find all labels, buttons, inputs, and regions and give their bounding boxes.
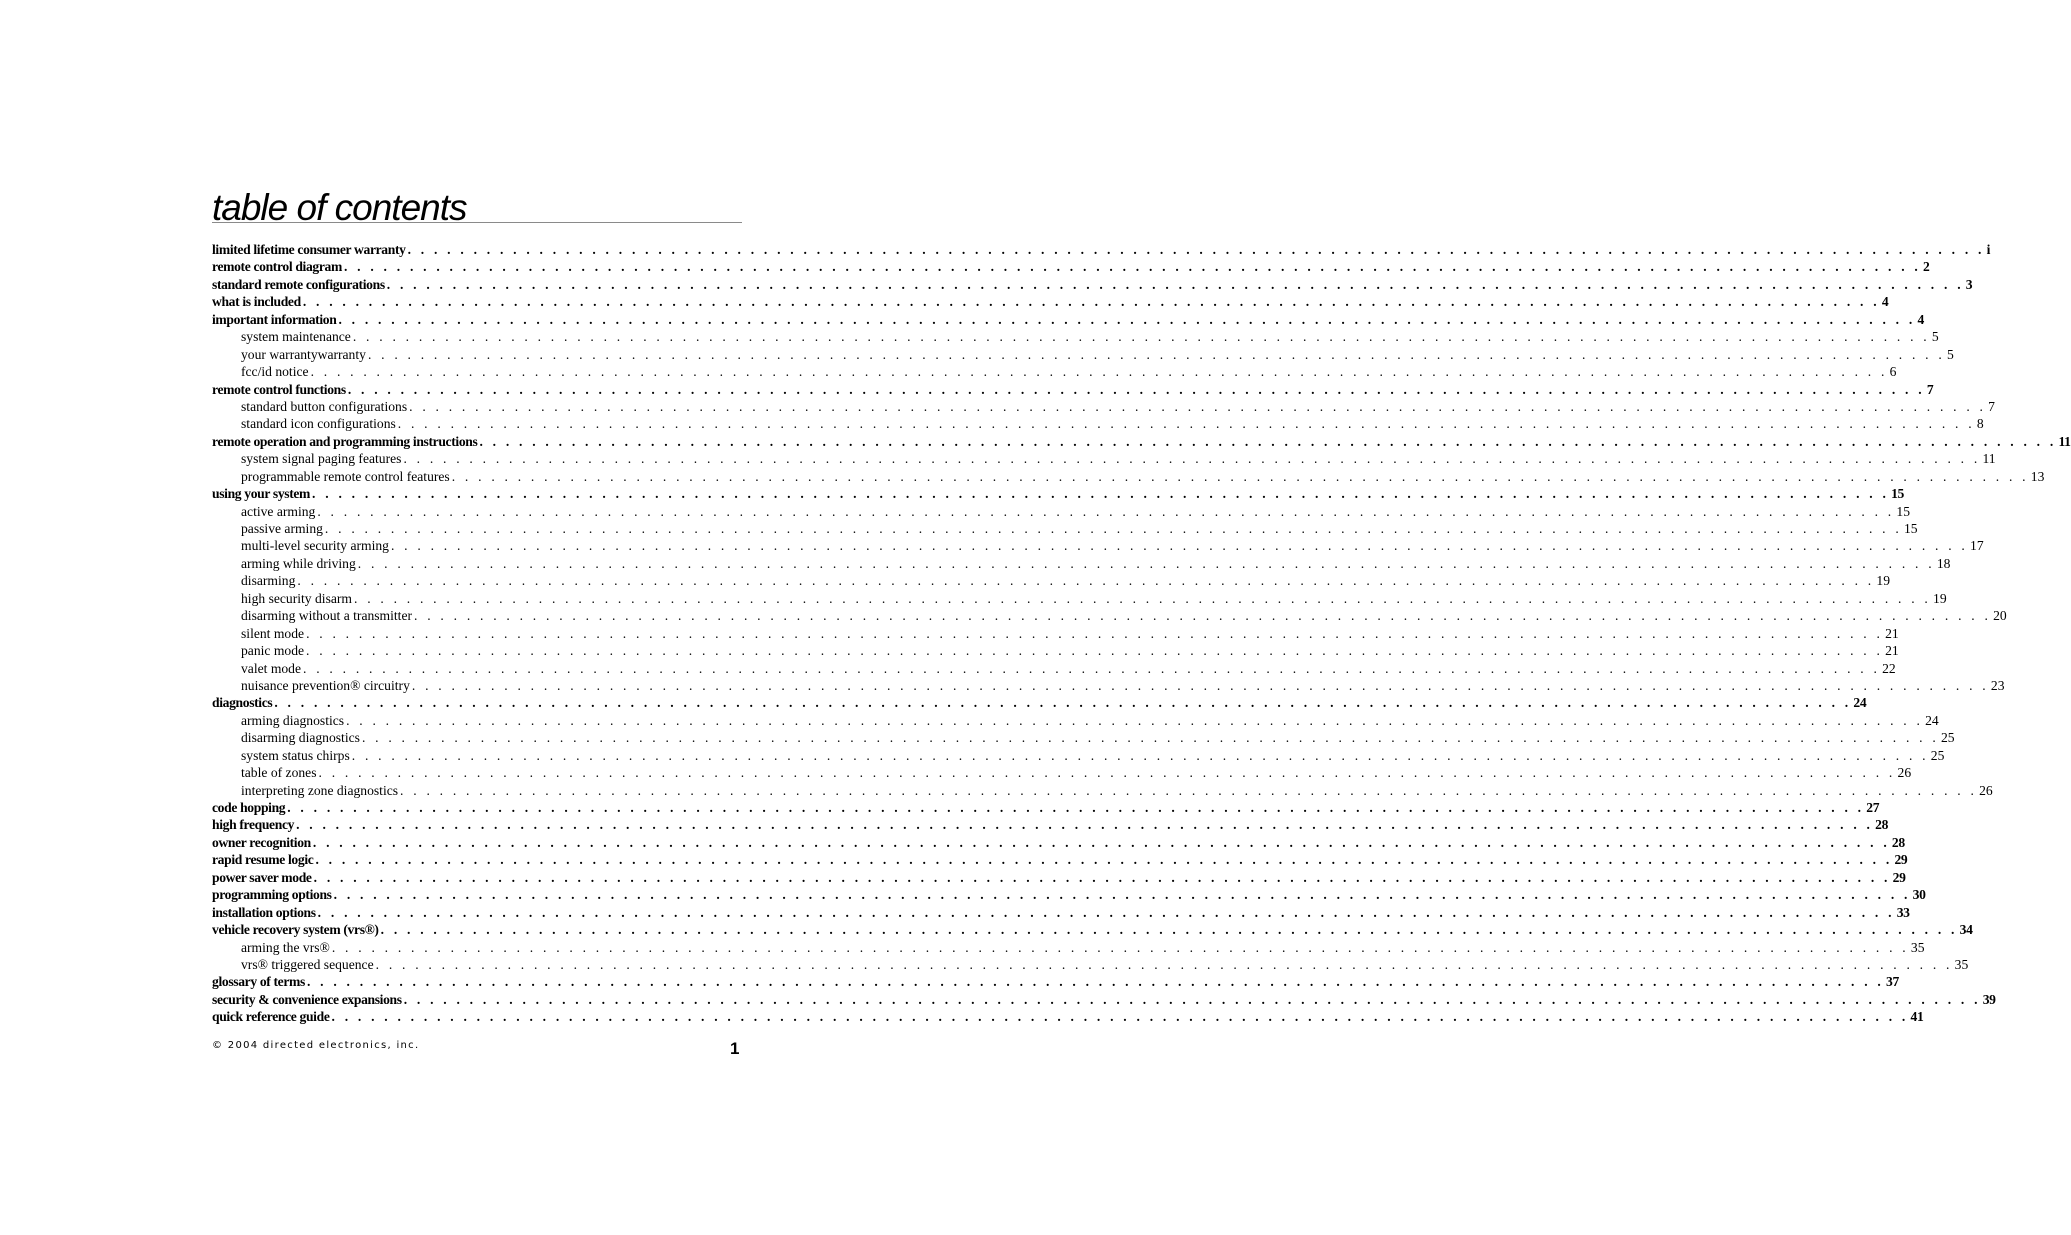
toc-section-entry xyxy=(212,886,1926,903)
toc-entry-page-number: 7 xyxy=(1926,381,1934,397)
toc-subsection-entry xyxy=(212,782,1993,799)
toc-entry-label: vehicle recovery system (vrs®) xyxy=(212,922,379,938)
toc-section-entry xyxy=(212,258,1930,275)
toc-entry-label: standard remote configurations xyxy=(212,276,385,292)
page-number: 1 xyxy=(730,1039,740,1058)
toc-dot-leader: . . . . . . . . . . . . . . . . . . . . . . . . . . . . . . . . . . . . . . . . . . . . . . . . . . . . . . . . . . . . . . . . . . . . . . . . . . . . . . . . . . . . . . . . . . . . . . . . . . . . . . . . . . . . . . . . . . . . . . . . xyxy=(303,660,1881,676)
toc-entry-page-number: 8 xyxy=(1976,416,1984,432)
toc-entry-page-number: 29 xyxy=(1892,869,1906,885)
toc-dot-leader: . . . . . . . . . . . . . . . . . . . . . . . . . . . . . . . . . . . . . . . . . . . . . . . . . . . . . . . . . . . . . . . . . . . . . . . . . . . . . . . . . . . . . . . . . . . . . . . . . . . . . . . . . . . . . . . . . . . . . . . . xyxy=(451,468,2029,484)
toc-dot-leader: . . . . . . . . . . . . . . . . . . . . . . . . . . . . . . . . . . . . . . . . . . . . . . . . . . . . . . . . . . . . . . . . . . . . . . . . . . . . . . . . . . . . . . . . . . . . . . . . . . . . . . . . . . . . . . . . . . . . . . . . xyxy=(479,433,2057,449)
toc-entry-label: quick reference guide xyxy=(212,1009,330,1025)
toc-entry-page-number: 11 xyxy=(2058,433,2071,449)
toc-entry-page-number: 6 xyxy=(1889,364,1897,380)
toc-entry-page-number: 21 xyxy=(1885,643,1899,659)
toc-section-entry xyxy=(212,834,1905,851)
toc-subsection-entry xyxy=(212,328,1939,345)
toc-dot-leader: . . . . . . . . . . . . . . . . . . . . . . . . . . . . . . . . . . . . . . . . . . . . . . . . . . . . . . . . . . . . . . . . . . . . . . . . . . . . . . . . . . . . . . . . . . . . . . . . . . . . . . . . . . . . . . . . . . . . . . . . xyxy=(403,991,1981,1007)
toc-entry-page-number: 23 xyxy=(1990,677,2005,693)
toc-section-entry xyxy=(212,311,1924,328)
toc-dot-leader: . . . . . . . . . . . . . . . . . . . . . . . . . . . . . . . . . . . . . . . . . . . . . . . . . . . . . . . . . . . . . . . . . . . . . . . . . . . . . . . . . . . . . . . . . . . . . . . . . . . . . . . . . . . . . . . . . . . . . . . . xyxy=(390,538,1969,554)
toc-section-entry xyxy=(212,381,1934,398)
toc-subsection-entry xyxy=(212,642,1899,659)
toc-dot-leader: . . . . . . . . . . . . . . . . . . . . . . . . . . . . . . . . . . . . . . . . . . . . . . . . . . . . . . . . . . . . . . . . . . . . . . . . . . . . . . . . . . . . . . . . . . . . . . . . . . . . . . . . . . . . . . . . . . . . . . . . xyxy=(407,242,1985,257)
toc-subsection-entry xyxy=(212,764,1912,781)
toc-entry-page-number: 7 xyxy=(1988,398,1995,414)
title-underline-rule xyxy=(212,222,742,223)
toc-dot-leader: . . . . . . . . . . . . . . . . . . . . . . . . . . . . . . . . . . . . . . . . . . . . . . . . . . . . . . . . . . . . . . . . . . . . . . . . . . . . . . . . . . . . . . . . . . . . . . . . . . . . . . . . . . . . . . . . . . . . . . . . xyxy=(347,381,1925,397)
toc-subsection-entry xyxy=(212,677,2005,694)
toc-entry-page-number: 21 xyxy=(1885,625,1899,641)
toc-entry-page-number: 13 xyxy=(2030,468,2045,484)
table-of-contents xyxy=(212,241,2071,1026)
toc-entry-label: disarming xyxy=(241,573,296,589)
toc-entry-page-number: 3 xyxy=(1965,276,1973,292)
toc-entry-page-number: 29 xyxy=(1894,852,1908,868)
toc-subsection-entry xyxy=(212,607,2007,624)
toc-entry-label: important information xyxy=(212,311,337,327)
toc-entry-label: nuisance prevention® circuitry xyxy=(241,677,410,693)
toc-entry-page-number: 15 xyxy=(1903,521,1918,536)
toc-dot-leader: . . . . . . . . . . . . . . . . . . . . . . . . . . . . . . . . . . . . . . . . . . . . . . . . . . . . . . . . . . . . . . . . . . . . . . . . . . . . . . . . . . . . . . . . . . . . . . . . . . . . . . . . . . . . . . . . . . . . . . . . xyxy=(352,329,1930,345)
toc-section-entry xyxy=(212,799,1880,816)
toc-section-entry xyxy=(212,904,1910,921)
toc-entry-label: remote control diagram xyxy=(212,259,342,275)
toc-entry-page-number: 33 xyxy=(1896,904,1910,920)
toc-dot-leader: . . . . . . . . . . . . . . . . . . . . . . . . . . . . . . . . . . . . . . . . . . . . . . . . . . . . . . . . . . . . . . . . . . . . . . . . . . . . . . . . . . . . . . . . . . . . . . . . . . . . . . . . . . . . . . . . . . . . . . . . xyxy=(380,922,1958,938)
toc-section-entry xyxy=(212,991,1996,1008)
toc-subsection-entry xyxy=(212,468,2045,485)
toc-subsection-entry xyxy=(212,450,1996,467)
toc-subsection-entry xyxy=(212,572,1890,589)
toc-entry-label: arming while driving xyxy=(241,555,356,571)
page-title: table of contents xyxy=(212,187,467,228)
toc-subsection-entry xyxy=(212,712,1939,729)
toc-entry-label: using your system xyxy=(212,486,311,502)
toc-dot-leader: . . . . . . . . . . . . . . . . . . . . . . . . . . . . . . . . . . . . . . . . . . . . . . . . . . . . . . . . . . . . . . . . . . . . . . . . . . . . . . . . . . . . . . . . . . . . . . . . . . . . . . . . . . . . . . . . . . . . . . . . xyxy=(324,521,1902,536)
toc-dot-leader: . . . . . . . . . . . . . . . . . . . . . . . . . . . . . . . . . . . . . . . . . . . . . . . . . . . . . . . . . . . . . . . . . . . . . . . . . . . . . . . . . . . . . . . . . . . . . . . . . . . . . . . . . . . . . . . . . . . . . . . . xyxy=(315,852,1893,868)
toc-entry-page-number: 19 xyxy=(1933,590,1947,606)
toc-entry-page-number: 39 xyxy=(1982,991,1996,1007)
toc-subsection-entry xyxy=(212,625,1899,642)
toc-entry-label: system signal paging features xyxy=(241,451,402,467)
toc-entry-page-number: 41 xyxy=(1910,1009,1924,1025)
toc-entry-page-number: 19 xyxy=(1876,573,1890,589)
toc-entry-label: multi-level security arming xyxy=(241,538,389,554)
toc-subsection-entry xyxy=(212,729,1955,746)
toc-dot-leader: . . . . . . . . . . . . . . . . . . . . . . . . . . . . . . . . . . . . . . . . . . . . . . . . . . . . . . . . . . . . . . . . . . . . . . . . . . . . . . . . . . . . . . . . . . . . . . . . . . . . . . . . . . . . . . . . . . . . . . . . xyxy=(411,677,1989,693)
toc-entry-label: arming diagnostics xyxy=(241,712,345,728)
toc-entry-label: remote operation and programming instructions xyxy=(212,433,478,449)
toc-subsection-entry xyxy=(212,590,1947,607)
toc-section-entry xyxy=(212,293,1889,310)
toc-dot-leader: . . . . . . . . . . . . . . . . . . . . . . . . . . . . . . . . . . . . . . . . . . . . . . . . . . . . . . . . . . . . . . . . . . . . . . . . . . . . . . . . . . . . . . . . . . . . . . . . . . . . . . . . . . . . . . . . . . . . . . . . xyxy=(351,747,1929,763)
toc-section-entry xyxy=(212,973,1899,990)
toc-dot-leader: . . . . . . . . . . . . . . . . . . . . . . . . . . . . . . . . . . . . . . . . . . . . . . . . . . . . . . . . . . . . . . . . . . . . . . . . . . . . . . . . . . . . . . . . . . . . . . . . . . . . . . . . . . . . . . . . . . . . . . . . xyxy=(312,486,1890,502)
toc-section-entry xyxy=(212,869,1906,886)
toc-entry-page-number: 4 xyxy=(1917,311,1924,327)
toc-dot-leader: . . . . . . . . . . . . . . . . . . . . . . . . . . . . . . . . . . . . . . . . . . . . . . . . . . . . . . . . . . . . . . . . . . . . . . . . . . . . . . . . . . . . . . . . . . . . . . . . . . . . . . . . . . . . . . . . . . . . . . . . xyxy=(346,712,1924,728)
toc-dot-leader: . . . . . . . . . . . . . . . . . . . . . . . . . . . . . . . . . . . . . . . . . . . . . . . . . . . . . . . . . . . . . . . . . . . . . . . . . . . . . . . . . . . . . . . . . . . . . . . . . . . . . . . . . . . . . . . . . . . . . . . . xyxy=(312,834,1890,850)
toc-entry-page-number: 5 xyxy=(1931,329,1939,345)
toc-section-entry xyxy=(212,694,1867,711)
toc-dot-leader: . . . . . . . . . . . . . . . . . . . . . . . . . . . . . . . . . . . . . . . . . . . . . . . . . . . . . . . . . . . . . . . . . . . . . . . . . . . . . . . . . . . . . . . . . . . . . . . . . . . . . . . . . . . . . . . . . . . . . . . . xyxy=(306,643,1884,659)
toc-entry-page-number: 11 xyxy=(1982,451,1996,467)
toc-dot-leader: . . . . . . . . . . . . . . . . . . . . . . . . . . . . . . . . . . . . . . . . . . . . . . . . . . . . . . . . . . . . . . . . . . . . . . . . . . . . . . . . . . . . . . . . . . . . . . . . . . . . . . . . . . . . . . . . . . . . . . . . xyxy=(400,782,1978,798)
toc-dot-leader: . . . . . . . . . . . . . . . . . . . . . . . . . . . . . . . . . . . . . . . . . . . . . . . . . . . . . . . . . . . . . . . . . . . . . . . . . . . . . . . . . . . . . . . . . . . . . . . . . . . . . . . . . . . . . . . . . . . . . . . . xyxy=(403,451,1981,467)
toc-section-entry xyxy=(212,921,1973,938)
toc-entry-page-number: 25 xyxy=(1940,730,1955,746)
toc-entry-label: code hopping xyxy=(212,800,286,815)
toc-entry-page-number: 18 xyxy=(1936,555,1951,571)
toc-dot-leader: . . . . . . . . . . . . . . . . . . . . . . . . . . . . . . . . . . . . . . . . . . . . . . . . . . . . . . . . . . . . . . . . . . . . . . . . . . . . . . . . . . . . . . . . . . . . . . . . . . . . . . . . . . . . . . . . . . . . . . . . xyxy=(317,904,1895,920)
toc-dot-leader: . . . . . . . . . . . . . . . . . . . . . . . . . . . . . . . . . . . . . . . . . . . . . . . . . . . . . . . . . . . . . . . . . . . . . . . . . . . . . . . . . . . . . . . . . . . . . . . . . . . . . . . . . . . . . . . . . . . . . . . . xyxy=(318,765,1896,781)
toc-entry-label: programmable remote control features xyxy=(241,468,450,484)
toc-entry-page-number: 2 xyxy=(1923,259,1930,275)
toc-entry-label: owner recognition xyxy=(212,834,311,850)
toc-entry-label: panic mode xyxy=(241,643,305,659)
toc-dot-leader: . . . . . . . . . . . . . . . . . . . . . . . . . . . . . . . . . . . . . . . . . . . . . . . . . . . . . . . . . . . . . . . . . . . . . . . . . . . . . . . . . . . . . . . . . . . . . . . . . . . . . . . . . . . . . . . . . . . . . . . . xyxy=(331,939,1909,955)
toc-entry-page-number: 5 xyxy=(1946,346,1954,362)
toc-dot-leader: . . . . . . . . . . . . . . . . . . . . . . . . . . . . . . . . . . . . . . . . . . . . . . . . . . . . . . . . . . . . . . . . . . . . . . . . . . . . . . . . . . . . . . . . . . . . . . . . . . . . . . . . . . . . . . . . . . . . . . . . xyxy=(313,869,1891,885)
toc-entry-label: rapid resume logic xyxy=(212,852,314,868)
toc-entry-label: silent mode xyxy=(241,625,305,641)
toc-entry-page-number: 27 xyxy=(1866,800,1880,815)
toc-entry-page-number: 22 xyxy=(1882,660,1896,676)
toc-entry-label: glossary of terms xyxy=(212,974,305,990)
toc-entry-label: standard icon configurations xyxy=(241,416,396,432)
toc-dot-leader: . . . . . . . . . . . . . . . . . . . . . . . . . . . . . . . . . . . . . . . . . . . . . . . . . . . . . . . . . . . . . . . . . . . . . . . . . . . . . . . . . . . . . . . . . . . . . . . . . . . . . . . . . . . . . . . . . . . . . . . . xyxy=(333,887,1911,903)
toc-entry-label: power saver mode xyxy=(212,869,312,885)
toc-entry-page-number: 20 xyxy=(1993,608,2007,624)
toc-entry-label: interpreting zone diagnostics xyxy=(241,782,399,798)
toc-dot-leader: . . . . . . . . . . . . . . . . . . . . . . . . . . . . . . . . . . . . . . . . . . . . . . . . . . . . . . . . . . . . . . . . . . . . . . . . . . . . . . . . . . . . . . . . . . . . . . . . . . . . . . . . . . . . . . . . . . . . . . . . xyxy=(375,956,1953,972)
toc-dot-leader: . . . . . . . . . . . . . . . . . . . . . . . . . . . . . . . . . . . . . . . . . . . . . . . . . . . . . . . . . . . . . . . . . . . . . . . . . . . . . . . . . . . . . . . . . . . . . . . . . . . . . . . . . . . . . . . . . . . . . . . . xyxy=(297,573,1875,589)
toc-entry-page-number: 25 xyxy=(1930,747,1945,763)
toc-section-entry xyxy=(212,851,1908,868)
toc-entry-label: arming the vrs® xyxy=(241,939,330,955)
toc-subsection-entry xyxy=(212,660,1896,677)
toc-dot-leader: . . . . . . . . . . . . . . . . . . . . . . . . . . . . . . . . . . . . . . . . . . . . . . . . . . . . . . . . . . . . . . . . . . . . . . . . . . . . . . . . . . . . . . . . . . . . . . . . . . . . . . . . . . . . . . . . . . . . . . . . xyxy=(302,294,1880,310)
toc-entry-label: limited lifetime consumer warranty xyxy=(212,242,406,257)
toc-subsection-entry xyxy=(212,398,1995,415)
toc-entry-page-number: 24 xyxy=(1925,712,1939,728)
toc-entry-label: fcc/id notice xyxy=(241,364,309,380)
toc-dot-leader: . . . . . . . . . . . . . . . . . . . . . . . . . . . . . . . . . . . . . . . . . . . . . . . . . . . . . . . . . . . . . . . . . . . . . . . . . . . . . . . . . . . . . . . . . . . . . . . . . . . . . . . . . . . . . . . . . . . . . . . . xyxy=(367,346,1945,362)
toc-entry-label: valet mode xyxy=(241,660,302,676)
toc-dot-leader: . . . . . . . . . . . . . . . . . . . . . . . . . . . . . . . . . . . . . . . . . . . . . . . . . . . . . . . . . . . . . . . . . . . . . . . . . . . . . . . . . . . . . . . . . . . . . . . . . . . . . . . . . . . . . . . . . . . . . . . . xyxy=(414,608,1992,624)
toc-entry-label: what is included xyxy=(212,294,301,310)
toc-dot-leader: . . . . . . . . . . . . . . . . . . . . . . . . . . . . . . . . . . . . . . . . . . . . . . . . . . . . . . . . . . . . . . . . . . . . . . . . . . . . . . . . . . . . . . . . . . . . . . . . . . . . . . . . . . . . . . . . . . . . . . . . xyxy=(310,364,1888,380)
toc-entry-label: remote control functions xyxy=(212,381,346,397)
toc-section-entry xyxy=(212,485,1904,502)
toc-dot-leader: . . . . . . . . . . . . . . . . . . . . . . . . . . . . . . . . . . . . . . . . . . . . . . . . . . . . . . . . . . . . . . . . . . . . . . . . . . . . . . . . . . . . . . . . . . . . . . . . . . . . . . . . . . . . . . . . . . . . . . . . xyxy=(317,503,1895,519)
toc-section-entry xyxy=(212,1008,1924,1025)
toc-entry-label: high security disarm xyxy=(241,590,352,606)
toc-dot-leader: . . . . . . . . . . . . . . . . . . . . . . . . . . . . . . . . . . . . . . . . . . . . . . . . . . . . . . . . . . . . . . . . . . . . . . . . . . . . . . . . . . . . . . . . . . . . . . . . . . . . . . . . . . . . . . . . . . . . . . . . xyxy=(338,311,1916,327)
toc-entry-page-number: 35 xyxy=(1954,956,1969,972)
toc-subsection-entry xyxy=(212,503,1910,520)
toc-dot-leader: . . . . . . . . . . . . . . . . . . . . . . . . . . . . . . . . . . . . . . . . . . . . . . . . . . . . . . . . . . . . . . . . . . . . . . . . . . . . . . . . . . . . . . . . . . . . . . . . . . . . . . . . . . . . . . . . . . . . . . . . xyxy=(274,695,1852,711)
toc-entry-label: disarming without a transmitter xyxy=(241,608,413,624)
toc-entry-label: standard button configurations xyxy=(241,398,408,414)
toc-dot-leader: . . . . . . . . . . . . . . . . . . . . . . . . . . . . . . . . . . . . . . . . . . . . . . . . . . . . . . . . . . . . . . . . . . . . . . . . . . . . . . . . . . . . . . . . . . . . . . . . . . . . . . . . . . . . . . . . . . . . . . . . xyxy=(306,974,1884,990)
toc-subsection-entry xyxy=(212,415,1984,432)
toc-dot-leader: . . . . . . . . . . . . . . . . . . . . . . . . . . . . . . . . . . . . . . . . . . . . . . . . . . . . . . . . . . . . . . . . . . . . . . . . . . . . . . . . . . . . . . . . . . . . . . . . . . . . . . . . . . . . . . . . . . . . . . . . xyxy=(331,1009,1909,1025)
toc-subsection-entry xyxy=(212,956,1969,973)
toc-entry-label: vrs® triggered sequence xyxy=(241,956,374,972)
toc-entry-page-number: 26 xyxy=(1897,765,1912,781)
toc-dot-leader: . . . . . . . . . . . . . . . . . . . . . . . . . . . . . . . . . . . . . . . . . . . . . . . . . . . . . . . . . . . . . . . . . . . . . . . . . . . . . . . . . . . . . . . . . . . . . . . . . . . . . . . . . . . . . . . . . . . . . . . . xyxy=(296,817,1874,833)
toc-dot-leader: . . . . . . . . . . . . . . . . . . . . . . . . . . . . . . . . . . . . . . . . . . . . . . . . . . . . . . . . . . . . . . . . . . . . . . . . . . . . . . . . . . . . . . . . . . . . . . . . . . . . . . . . . . . . . . . . . . . . . . . . xyxy=(361,730,1939,746)
toc-dot-leader: . . . . . . . . . . . . . . . . . . . . . . . . . . . . . . . . . . . . . . . . . . . . . . . . . . . . . . . . . . . . . . . . . . . . . . . . . . . . . . . . . . . . . . . . . . . . . . . . . . . . . . . . . . . . . . . . . . . . . . . . xyxy=(306,625,1884,641)
toc-dot-leader: . . . . . . . . . . . . . . . . . . . . . . . . . . . . . . . . . . . . . . . . . . . . . . . . . . . . . . . . . . . . . . . . . . . . . . . . . . . . . . . . . . . . . . . . . . . . . . . . . . . . . . . . . . . . . . . . . . . . . . . . xyxy=(357,555,1935,571)
toc-dot-leader: . . . . . . . . . . . . . . . . . . . . . . . . . . . . . . . . . . . . . . . . . . . . . . . . . . . . . . . . . . . . . . . . . . . . . . . . . . . . . . . . . . . . . . . . . . . . . . . . . . . . . . . . . . . . . . . . . . . . . . . . xyxy=(287,800,1865,815)
toc-subsection-entry xyxy=(212,520,1918,537)
toc-entry-page-number: 35 xyxy=(1910,939,1925,955)
toc-entry-page-number: 4 xyxy=(1881,294,1889,310)
toc-entry-page-number: 30 xyxy=(1912,887,1926,903)
toc-entry-label: programming options xyxy=(212,887,332,903)
toc-section-entry xyxy=(212,276,1973,293)
toc-dot-leader: . . . . . . . . . . . . . . . . . . . . . . . . . . . . . . . . . . . . . . . . . . . . . . . . . . . . . . . . . . . . . . . . . . . . . . . . . . . . . . . . . . . . . . . . . . . . . . . . . . . . . . . . . . . . . . . . . . . . . . . . xyxy=(409,398,1987,414)
toc-entry-label: high frequency xyxy=(212,817,295,833)
toc-subsection-entry xyxy=(212,537,1984,554)
toc-subsection-entry xyxy=(212,555,1951,572)
toc-entry-page-number: 15 xyxy=(1896,503,1910,519)
footer-copyright: © 2004 directed electronics, inc. xyxy=(212,1040,420,1051)
toc-entry-page-number: 24 xyxy=(1853,695,1867,711)
toc-entry-page-number: 34 xyxy=(1959,922,1973,938)
toc-entry-label: system status chirps xyxy=(241,747,350,763)
toc-entry-page-number: 15 xyxy=(1891,486,1904,502)
toc-entry-label: security & convenience expansions xyxy=(212,991,402,1007)
toc-entry-page-number: 28 xyxy=(1875,817,1889,833)
toc-subsection-entry xyxy=(212,939,1925,956)
toc-entry-page-number: 17 xyxy=(1970,538,1984,554)
toc-section-entry xyxy=(212,433,2071,450)
toc-entry-page-number: i xyxy=(1986,242,1991,257)
toc-dot-leader: . . . . . . . . . . . . . . . . . . . . . . . . . . . . . . . . . . . . . . . . . . . . . . . . . . . . . . . . . . . . . . . . . . . . . . . . . . . . . . . . . . . . . . . . . . . . . . . . . . . . . . . . . . . . . . . . . . . . . . . . xyxy=(386,276,1964,292)
toc-section-entry xyxy=(212,816,1889,833)
toc-entry-label: diagnostics xyxy=(212,695,273,711)
toc-dot-leader: . . . . . . . . . . . . . . . . . . . . . . . . . . . . . . . . . . . . . . . . . . . . . . . . . . . . . . . . . . . . . . . . . . . . . . . . . . . . . . . . . . . . . . . . . . . . . . . . . . . . . . . . . . . . . . . . . . . . . . . . xyxy=(343,259,1921,275)
toc-dot-leader: . . . . . . . . . . . . . . . . . . . . . . . . . . . . . . . . . . . . . . . . . . . . . . . . . . . . . . . . . . . . . . . . . . . . . . . . . . . . . . . . . . . . . . . . . . . . . . . . . . . . . . . . . . . . . . . . . . . . . . . . xyxy=(397,416,1975,432)
toc-entry-label: passive arming xyxy=(241,521,323,536)
toc-dot-leader: . . . . . . . . . . . . . . . . . . . . . . . . . . . . . . . . . . . . . . . . . . . . . . . . . . . . . . . . . . . . . . . . . . . . . . . . . . . . . . . . . . . . . . . . . . . . . . . . . . . . . . . . . . . . . . . . . . . . . . . . xyxy=(354,590,1932,606)
toc-subsection-entry xyxy=(212,747,1945,764)
toc-entry-page-number: 37 xyxy=(1886,974,1899,990)
toc-entry-label: your warrantywarranty xyxy=(241,346,366,362)
toc-entry-label: active arming xyxy=(241,503,316,519)
toc-subsection-entry xyxy=(212,346,1954,363)
toc-section-entry xyxy=(212,241,1991,258)
toc-entry-label: installation options xyxy=(212,904,316,920)
toc-entry-label: system maintenance xyxy=(241,329,351,345)
toc-entry-label: disarming diagnostics xyxy=(241,730,360,746)
toc-entry-page-number: 26 xyxy=(1979,782,1993,798)
toc-subsection-entry xyxy=(212,363,1897,380)
toc-entry-page-number: 28 xyxy=(1891,834,1905,850)
toc-entry-label: table of zones xyxy=(241,765,317,781)
